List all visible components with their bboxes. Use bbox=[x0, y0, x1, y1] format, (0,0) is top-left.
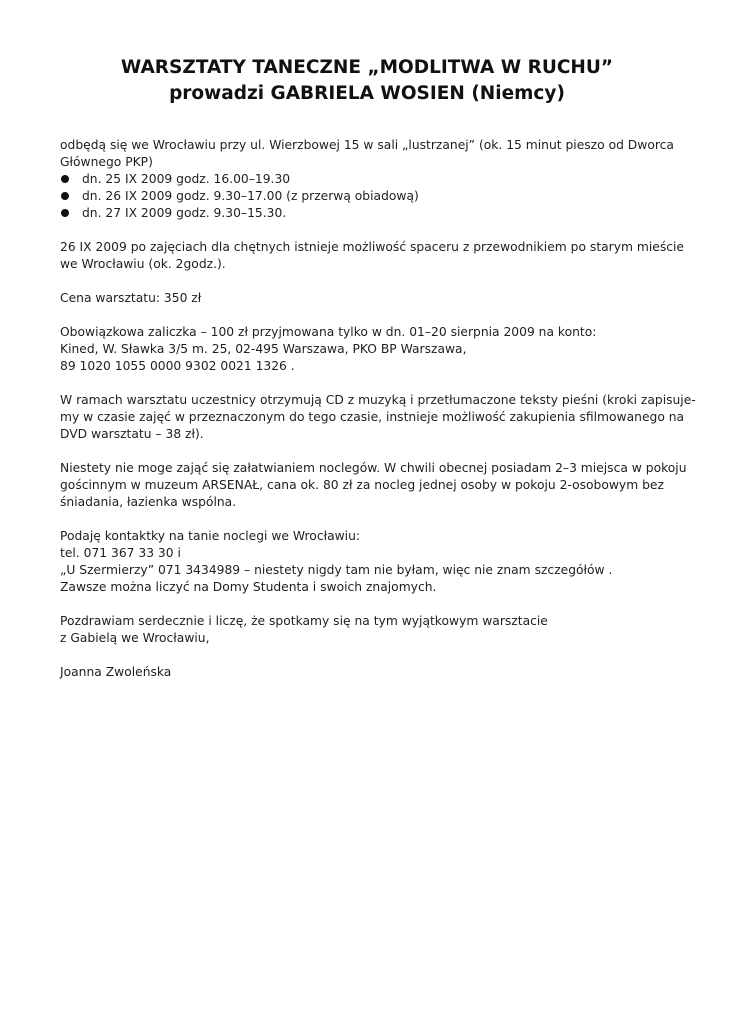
text-line: 26 IX 2009 po zajęciach dla chętnych istnieje możliwość spaceru z przewodnikiem po starym mieście bbox=[60, 240, 685, 254]
text-line: Pozdrawiam serdecznie i liczę, że spotkamy się na tym wyjątkowym warsztacie bbox=[60, 614, 548, 628]
text-line: z Gabielą we Wrocławiu, bbox=[60, 631, 210, 645]
list-item bbox=[60, 188, 680, 205]
text-line: gościnnym w muzeum ARSENAŁ, cana ok. 80 zł za nocleg jednej osoby w pokoju 2-osobowym bez bbox=[60, 478, 664, 492]
bullet-icon bbox=[61, 209, 69, 217]
lodging-paragraph bbox=[60, 460, 687, 511]
closing-paragraph bbox=[60, 613, 680, 647]
date-text: dn. 26 IX 2009 godz. 9.30–17.00 (z przerwą obiadową) bbox=[82, 189, 419, 203]
list-item bbox=[60, 205, 680, 222]
text-line: odbędą się we Wrocławiu przy ul. Wierzbowej 15 w sali „lustrzanej” (ok. 15 minut pieszo od Dworca bbox=[60, 138, 674, 152]
text-line: Obowiązkowa zaliczka – 100 zł przyjmowana tylko w dn. 01–20 sierpnia 2009 na konto: bbox=[60, 325, 597, 339]
text-line: DVD warsztatu – 38 zł). bbox=[60, 427, 204, 441]
text-line: Podaję kontaktky na tanie noclegi we Wrocławiu: bbox=[60, 529, 361, 543]
title-line-2: prowadzi GABRIELA WOSIEN (Niemcy) bbox=[169, 83, 565, 104]
price-paragraph bbox=[60, 290, 680, 307]
account-number: 89 1020 1055 0000 9302 0021 1326 . bbox=[60, 359, 295, 373]
text-line: „U Szermierzy” 071 3434989 – niestety nigdy tam nie byłam, więc nie znam szczegółów . bbox=[60, 563, 613, 577]
text-line: Kined, W. Sławka 3/5 m. 25, 02-495 Warszawa, PKO BP Warszawa, bbox=[60, 342, 467, 356]
intro-paragraph bbox=[60, 137, 680, 171]
list-item bbox=[60, 171, 680, 188]
cd-paragraph bbox=[60, 392, 696, 443]
date-text: dn. 25 IX 2009 godz. 16.00–19.30 bbox=[82, 172, 291, 186]
title-line-1: WARSZTATY TANECZNE „MODLITWA W RUCHU” bbox=[120, 57, 614, 78]
text-line: Zawsze można liczyć na Domy Studenta i swoich znajomych. bbox=[60, 580, 437, 594]
text-line: śniadania, łazienka wspólna. bbox=[60, 495, 237, 509]
signature: Joanna Zwoleńska bbox=[60, 665, 172, 679]
text-line: my w czasie zajęć w przeznaczonym do tego czasie, instnieje możliwość zakupienia sfilmowanego na bbox=[60, 410, 685, 424]
text-line: we Wrocławiu (ok. 2godz.). bbox=[60, 257, 226, 271]
document-body bbox=[60, 137, 696, 681]
price-text: Cena warsztatu: 350 zł bbox=[60, 291, 202, 305]
text-line: Głównego PKP) bbox=[60, 155, 153, 169]
dates-list bbox=[60, 171, 680, 222]
date-text: dn. 27 IX 2009 godz. 9.30–15.30. bbox=[82, 206, 287, 220]
text-line: Niestety nie moge zająć się załatwianiem noclegów. W chwili obecnej posiadam 2–3 miejsca w pokoju bbox=[60, 461, 687, 475]
phone-line: tel. 071 367 33 30 i bbox=[60, 546, 181, 560]
text-line: W ramach warsztatu uczestnicy otrzymują CD z muzyką i przetłumaczone teksty pieśni (kroki zapisuje- bbox=[60, 393, 696, 407]
bullet-icon bbox=[61, 192, 69, 200]
document-header bbox=[0, 55, 734, 107]
bullet-icon bbox=[61, 175, 69, 183]
deposit-paragraph bbox=[60, 324, 680, 375]
contacts-paragraph bbox=[60, 528, 680, 596]
walk-paragraph bbox=[60, 239, 685, 273]
